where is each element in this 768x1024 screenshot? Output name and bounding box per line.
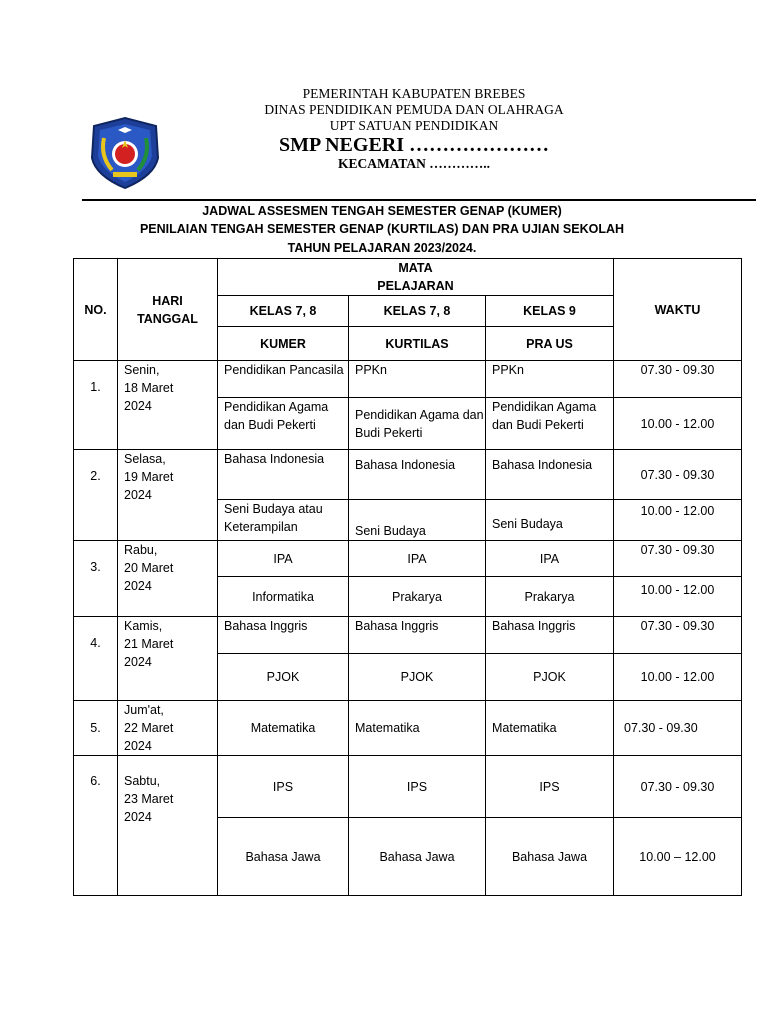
day-name: Sabtu, bbox=[124, 774, 161, 788]
day-date bbox=[118, 617, 218, 701]
day-date bbox=[118, 756, 218, 896]
exam-schedule-table bbox=[73, 258, 742, 896]
session-time: 10.00 - 12.00 bbox=[614, 577, 742, 617]
session-time: 10.00 - 12.00 bbox=[614, 654, 742, 701]
header-mata: MATA bbox=[398, 261, 433, 275]
header-kelas-kumer: KELAS 7, 8 bbox=[218, 296, 349, 327]
day-year: 2024 bbox=[124, 579, 152, 593]
day-number: 2. bbox=[74, 450, 118, 541]
table-row bbox=[74, 756, 742, 818]
header-kelas-pra-us: KELAS 9 bbox=[486, 296, 614, 327]
subject-pra-us: Bahasa Indonesia bbox=[486, 450, 614, 500]
session-time: 07.30 - 09.30 bbox=[614, 617, 742, 654]
school-name: SMP NEGERI ………………… bbox=[278, 134, 550, 156]
day-name: Jum'at, bbox=[124, 703, 164, 717]
table-row bbox=[74, 361, 742, 398]
day-date-text: 19 Maret bbox=[124, 470, 174, 484]
session-time: 07.30 - 09.30 bbox=[614, 701, 742, 756]
day-year: 2024 bbox=[124, 399, 152, 413]
session-time: 07.30 - 09.30 bbox=[614, 756, 742, 818]
subject-kumer: Seni Budaya atau Keterampilan bbox=[218, 500, 349, 541]
header-mata-pelajaran bbox=[218, 259, 614, 296]
header-no: NO. bbox=[74, 259, 118, 361]
subject-pra-us: PJOK bbox=[486, 654, 614, 701]
subject-kurtilas: Matematika bbox=[349, 701, 486, 756]
table-row bbox=[74, 701, 742, 756]
subject-kumer: Bahasa Indonesia bbox=[218, 450, 349, 500]
table-row bbox=[74, 541, 742, 577]
session-time: 10.00 - 12.00 bbox=[614, 398, 742, 450]
day-name: Kamis, bbox=[124, 619, 163, 633]
day-date-text: 22 Maret bbox=[124, 721, 174, 735]
day-number: 6. bbox=[74, 756, 118, 896]
subject-pra-us: Pendidikan Agama dan Budi Pekerti bbox=[486, 398, 614, 450]
subject-kurtilas: IPS bbox=[349, 756, 486, 818]
session-time: 10.00 – 12.00 bbox=[614, 818, 742, 896]
day-number: 1. bbox=[74, 361, 118, 450]
day-year: 2024 bbox=[124, 810, 152, 824]
subject-pra-us: Matematika bbox=[486, 701, 614, 756]
day-date-text: 20 Maret bbox=[124, 561, 174, 575]
day-date bbox=[118, 450, 218, 541]
day-number: 5. bbox=[74, 701, 118, 756]
session-time: 07.30 - 09.30 bbox=[614, 361, 742, 398]
day-year: 2024 bbox=[124, 655, 152, 669]
subject-kumer: IPS bbox=[218, 756, 349, 818]
table-row bbox=[74, 450, 742, 500]
letterhead bbox=[0, 0, 768, 200]
district-name: KECAMATAN ………….. bbox=[337, 156, 491, 171]
day-date bbox=[118, 541, 218, 617]
subject-kurtilas: Seni Budaya bbox=[349, 500, 486, 541]
day-year: 2024 bbox=[124, 739, 152, 753]
session-time: 07.30 - 09.30 bbox=[614, 450, 742, 500]
subject-kumer: Pendidikan Pancasila bbox=[218, 361, 349, 398]
subject-kumer: Bahasa Jawa bbox=[218, 818, 349, 896]
subject-pra-us: IPS bbox=[486, 756, 614, 818]
session-time: 10.00 - 12.00 bbox=[614, 500, 742, 541]
header-kelas-kurtilas: KELAS 7, 8 bbox=[349, 296, 486, 327]
subject-pra-us: Seni Budaya bbox=[486, 500, 614, 541]
day-year: 2024 bbox=[124, 488, 152, 502]
day-number: 3. bbox=[74, 541, 118, 617]
subject-kurtilas: Prakarya bbox=[349, 577, 486, 617]
day-date-text: 23 Maret bbox=[124, 792, 174, 806]
subject-kumer: Pendidikan Agama dan Budi Pekerti bbox=[218, 398, 349, 450]
government-name: PEMERINTAH KABUPATEN BREBES bbox=[302, 86, 526, 101]
header-hari-tanggal bbox=[118, 259, 218, 361]
day-date-text: 21 Maret bbox=[124, 637, 174, 651]
day-date-text: 18 Maret bbox=[124, 381, 174, 395]
day-name: Senin, bbox=[124, 363, 160, 377]
schedule-title-3: TAHUN PELAJARAN 2023/2024. bbox=[287, 241, 477, 255]
header-waktu: WAKTU bbox=[614, 259, 742, 361]
subject-kurtilas: Bahasa Jawa bbox=[349, 818, 486, 896]
schedule-title-1: JADWAL ASSESMEN TENGAH SEMESTER GENAP (KUMER) bbox=[202, 204, 562, 218]
header-row bbox=[74, 259, 742, 296]
subject-kurtilas: Pendidikan Agama dan Budi Pekerti bbox=[349, 398, 486, 450]
subject-kurtilas: PPKn bbox=[349, 361, 486, 398]
department-name: DINAS PENDIDIKAN PEMUDA DAN OLAHRAGA bbox=[264, 102, 564, 117]
day-date bbox=[118, 361, 218, 450]
subject-pra-us: IPA bbox=[486, 541, 614, 577]
header-tanggal: TANGGAL bbox=[137, 311, 198, 326]
header-divider bbox=[82, 199, 756, 201]
session-time: 07.30 - 09.30 bbox=[614, 541, 742, 577]
subject-kurtilas: IPA bbox=[349, 541, 486, 577]
day-name: Selasa, bbox=[124, 452, 166, 466]
subject-kumer: IPA bbox=[218, 541, 349, 577]
header-hari: HARI bbox=[152, 293, 183, 308]
subject-kurtilas: PJOK bbox=[349, 654, 486, 701]
day-name: Rabu, bbox=[124, 543, 158, 557]
schedule-title-2: PENILAIAN TENGAH SEMESTER GENAP (KURTILAS) DAN PRA UJIAN SEKOLAH bbox=[139, 222, 625, 236]
subject-pra-us: Bahasa Jawa bbox=[486, 818, 614, 896]
subject-pra-us: Bahasa Inggris bbox=[486, 617, 614, 654]
subject-kumer: PJOK bbox=[218, 654, 349, 701]
header-pelajaran: PELAJARAN bbox=[377, 279, 454, 293]
subject-kumer: Informatika bbox=[218, 577, 349, 617]
subject-kumer: Bahasa Inggris bbox=[218, 617, 349, 654]
subject-kumer: Matematika bbox=[218, 701, 349, 756]
header-pra-us: PRA US bbox=[486, 327, 614, 361]
subject-kurtilas: Bahasa Inggris bbox=[349, 617, 486, 654]
header-kurtilas: KURTILAS bbox=[349, 327, 486, 361]
table-row bbox=[74, 617, 742, 654]
subject-pra-us: PPKn bbox=[486, 361, 614, 398]
day-number: 4. bbox=[74, 617, 118, 701]
subject-kurtilas: Bahasa Indonesia bbox=[349, 450, 486, 500]
subject-pra-us: Prakarya bbox=[486, 577, 614, 617]
day-date bbox=[118, 701, 218, 756]
header-kumer: KUMER bbox=[218, 327, 349, 361]
unit-name: UPT SATUAN PENDIDIKAN bbox=[329, 118, 499, 133]
